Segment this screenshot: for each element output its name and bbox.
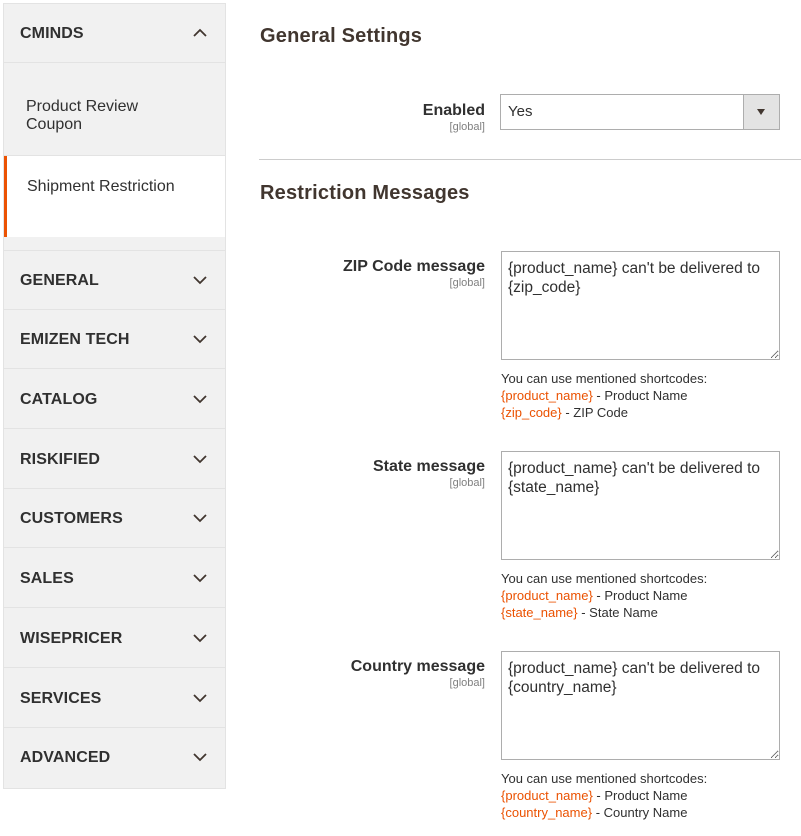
restriction-messages-title[interactable]: Restriction Messages <box>260 182 470 204</box>
sidebar-section-label: CATALOG <box>20 391 98 408</box>
sidebar-section-customers[interactable] <box>4 489 225 548</box>
sidebar-section-label: CMINDS <box>20 25 84 42</box>
sidebar-section-label: ADVANCED <box>20 749 111 766</box>
sidebar-section-label: WISEPRICER <box>20 630 123 647</box>
sidebar-section-label: SERVICES <box>20 690 102 707</box>
shortcode-desc: - Product Name <box>592 388 688 403</box>
sidebar-item-label: Shipment Restriction <box>27 178 175 195</box>
country-message-textarea[interactable] <box>501 651 780 760</box>
zip-message-scope: [global] <box>449 277 485 289</box>
sidebar-item-shipment-restriction[interactable] <box>4 156 225 237</box>
country-message-label: Country message <box>350 658 485 675</box>
sidebar-section-sales[interactable] <box>4 549 225 608</box>
state-message-note <box>501 570 707 621</box>
state-message-scope: [global] <box>449 477 485 489</box>
shortcode-desc: - Product Name <box>592 788 688 803</box>
chevron-down-icon <box>193 631 207 645</box>
sidebar-section-label: EMIZEN TECH <box>20 331 130 348</box>
chevron-down-icon <box>193 332 207 346</box>
shortcode: {country_name} <box>501 805 593 820</box>
sidebar-section-riskified[interactable] <box>4 430 225 489</box>
enabled-label: Enabled <box>422 102 485 119</box>
sidebar-section-emizen-tech[interactable] <box>4 310 225 369</box>
chevron-down-icon <box>193 511 207 525</box>
sidebar-spacer <box>4 237 225 251</box>
chevron-down-icon <box>193 750 207 764</box>
sidebar-section-cminds[interactable] <box>4 4 225 63</box>
sidebar-section-catalog[interactable] <box>4 370 225 429</box>
shortcode-desc: - ZIP Code <box>561 405 628 420</box>
shortcode-desc: - Product Name <box>592 588 688 603</box>
shortcode: {zip_code} <box>501 405 562 420</box>
shortcode-line <box>501 404 707 421</box>
chevron-down-icon <box>193 392 207 406</box>
chevron-up-icon <box>193 26 207 40</box>
general-settings-title[interactable]: General Settings <box>260 25 423 47</box>
shortcode: {state_name} <box>501 605 578 620</box>
shortcode: {product_name} <box>501 788 593 803</box>
state-message-textarea[interactable] <box>501 451 780 560</box>
enabled-select-value: Yes <box>508 103 533 120</box>
sidebar-section-services[interactable] <box>4 669 225 728</box>
chevron-down-icon <box>193 273 207 287</box>
sidebar-section-advanced[interactable] <box>4 728 225 787</box>
shortcode-desc: - Country Name <box>592 805 688 820</box>
sidebar-section-label: CUSTOMERS <box>20 510 123 527</box>
enabled-select[interactable] <box>500 94 780 130</box>
chevron-down-icon <box>193 452 207 466</box>
shortcode-line <box>501 804 707 821</box>
note-intro: You can use mentioned shortcodes: <box>501 371 708 386</box>
shortcode: {product_name} <box>501 588 593 603</box>
note-intro: You can use mentioned shortcodes: <box>501 771 708 786</box>
sidebar-item-product-review-coupon[interactable] <box>4 64 225 156</box>
zip-message-label: ZIP Code message <box>343 258 485 275</box>
shortcode-line <box>501 387 707 404</box>
shortcode-line <box>501 604 707 621</box>
sidebar-section-wisepricer[interactable] <box>4 609 225 668</box>
zip-message-textarea[interactable] <box>501 251 780 360</box>
shortcode-line <box>501 587 707 604</box>
country-message-scope: [global] <box>449 677 485 689</box>
note-intro: You can use mentioned shortcodes: <box>501 571 708 586</box>
chevron-down-icon <box>193 571 207 585</box>
shortcode: {product_name} <box>501 388 593 403</box>
sidebar-section-general[interactable] <box>4 251 225 310</box>
enabled-scope: [global] <box>449 121 485 133</box>
state-message-label: State message <box>372 458 485 475</box>
config-sidebar <box>3 3 226 789</box>
zip-message-note <box>501 370 707 421</box>
sidebar-section-label: SALES <box>20 570 74 587</box>
shortcode-desc: - State Name <box>577 605 658 620</box>
country-message-note <box>501 770 707 821</box>
chevron-down-icon <box>193 691 207 705</box>
sidebar-section-label: GENERAL <box>20 272 99 289</box>
dropdown-arrow-icon[interactable] <box>743 95 779 129</box>
shortcode-line <box>501 787 707 804</box>
section-divider <box>259 159 801 160</box>
sidebar-item-label: Product Review Coupon <box>26 98 139 133</box>
sidebar-section-label: RISKIFIED <box>20 451 101 468</box>
